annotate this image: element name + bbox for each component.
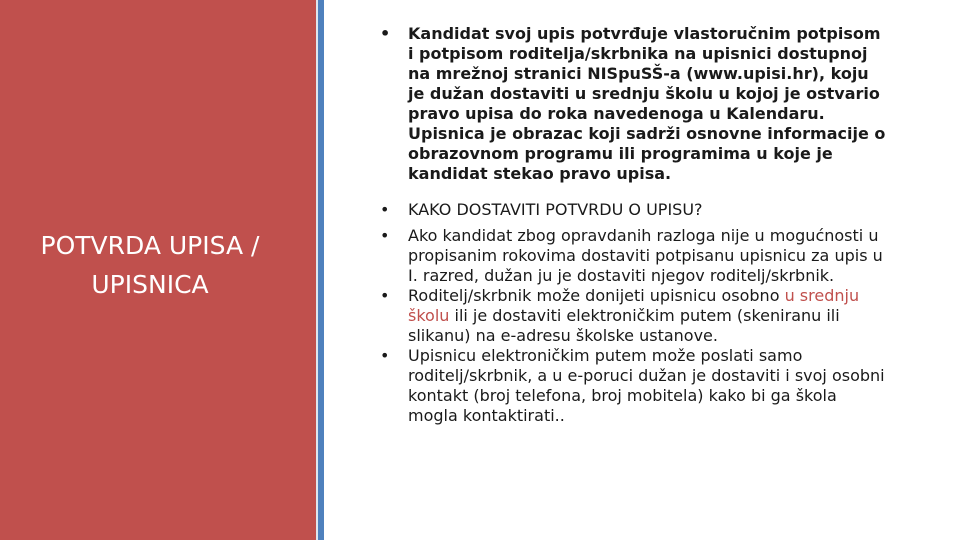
bullet-item-2: [370, 286, 890, 346]
divider-stripe-blue: [318, 0, 324, 540]
bullet-intro: • Kandidat svoj upis potvrđuje vlastoručnim potpisom i potpisom roditelja/skrbnika na upisnici dostupnoj na mrežnoj stranici NISpuSŠ-a (www.upisi.hr), koju je dužan dostaviti u srednju školu u kojoj je ostvario pravo upisa do roka navedenoga u Kalendaru. Upisnica je obrazac koji sadrži osnovne informacije o obrazovnom programu ili programima u koje je kandidat stekao pravo upisa.: [370, 24, 890, 184]
content-area: [370, 24, 890, 426]
bullet-item-2-text-start: Roditelj/skrbnik može donijeti upisnicu osobno: [408, 286, 785, 305]
bullet-list: [370, 24, 890, 426]
bullet-item-2-highlight: u srednju školu: [408, 286, 860, 325]
bullet-item-2-text-end: ili je dostaviti elektroničkim putem (skeniranu ili slikanu) na e-adresu školske ustanove.: [408, 306, 840, 345]
bullet-item-3: • Upisnicu elektroničkim putem može poslati samo roditelj/skrbnik, a u e-poruci dužan je dostaviti i svoj osobni kontakt (broj telefona, broj mobitela) kako bi ga škola mogla kontaktirati..: [370, 346, 890, 426]
slide-title: POTVRDA UPISA / UPISNICA: [40, 231, 260, 299]
bullet-heading: • KAKO DOSTAVITI POTVRDU O UPISU?: [370, 200, 890, 220]
bullet-item-1: • Ako kandidat zbog opravdanih razloga nije u mogućnosti u propisanim rokovima dostaviti potpisanu upisnicu za upis u I. razred, dužan ju je dostaviti njegov roditelj/skrbnik.: [370, 226, 890, 286]
